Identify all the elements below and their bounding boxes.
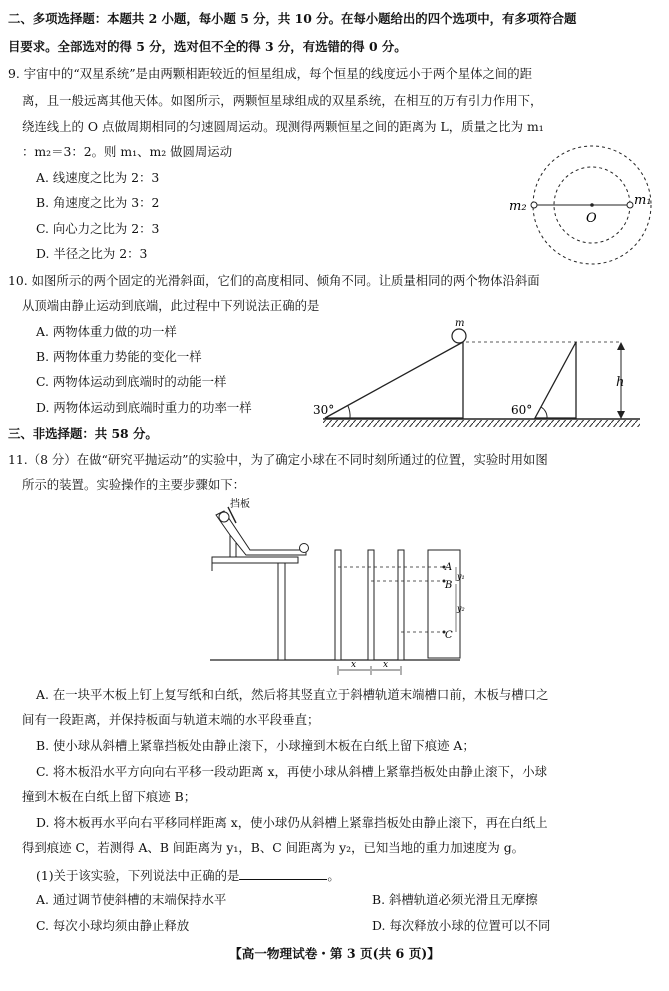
board-2 (368, 550, 374, 660)
incline-60 (535, 342, 576, 418)
board-1 (335, 550, 341, 660)
label-baffle: 挡板 (230, 499, 250, 510)
q11-stem-line1: 11.（8 分）在做“研究平抛运动”的实验中，为了确定小球在不同时刻所通过的位置，实验时用如图 (8, 452, 548, 467)
q9-stem-line3: 绕连线上的 O 点做周期相同的匀速圆周运动。现测得两颗恒星之间的距离为 L，质量之比为 m₁ (22, 119, 544, 134)
board-3 (398, 550, 404, 660)
answer-blank[interactable] (239, 868, 327, 880)
q9-binary-star-figure (500, 140, 660, 275)
q11-part1-text: (1)关于该实验，下列说法中正确的是 (36, 868, 240, 883)
label-30deg: 30° (313, 403, 335, 417)
angle-arc-30 (348, 406, 350, 418)
q11-step-b: B. 使小球从斜槽上紧靠挡板处由静止滚下，小球撞到木板在白纸上留下痕迹 A； (36, 738, 475, 753)
ground-hatch (323, 420, 640, 427)
q11-option-c: C. 每次小球均须由静止释放 (36, 918, 190, 933)
table-leg (278, 563, 285, 660)
q11-option-d: D. 每次释放小球的位置可以不同 (372, 918, 551, 933)
q10-stem-line2: 从顶端由静止运动到底端，此过程中下列说法正确的是 (22, 298, 320, 313)
point-o (590, 203, 594, 207)
section2-title-line1: 二、多项选择题：本题共 2 小题，每小题 5 分，共 10 分。在每小题给出的四个选项中，有多项符合题 (8, 11, 577, 26)
q9-option-a: A. 线速度之比为 2：3 (36, 170, 160, 185)
q11-step-a-line1: A. 在一块平木板上钉上复写纸和白纸，然后将其竖直立于斜槽轨道末端槽口前，木板与槽口之 (36, 687, 549, 702)
q11-part1-prompt (36, 868, 340, 882)
q9-stem-line2: 离，且一般远离其他天体。如图所示，两颗恒星球组成的双星系统，在相互的万有引力作用下， (22, 93, 543, 108)
q11-option-a: A. 通过调节使斜槽的末端保持水平 (36, 892, 227, 907)
label-c: C (445, 630, 453, 641)
q9-option-b: B. 角速度之比为 3：2 (36, 195, 160, 210)
label-60deg: 60° (511, 403, 533, 417)
q11-step-d-line1: D. 将木板再水平向右平移同样距离 x，使小球仍从斜槽上紧靠挡板处由静止滚下，再在白纸上 (36, 815, 548, 830)
star-m1 (627, 202, 633, 208)
q9-option-d: D. 半径之比为 2：3 (36, 246, 148, 261)
label-b: B (445, 580, 453, 591)
label-m2: m₂ (509, 199, 527, 214)
label-a: A (445, 562, 453, 573)
q11-step-a-line2: 间有一段距离，并保持板面与轨道末端的水平段垂直； (22, 712, 320, 727)
q11-part1-end: 。 (327, 868, 340, 883)
q10-incline-figure (305, 318, 650, 430)
angle-arc-60 (541, 407, 547, 418)
q10-option-b: B. 两物体重力势能的变化一样 (36, 349, 202, 364)
q11-stem-line2: 所示的装置。实验操作的主要步骤如下： (22, 477, 246, 492)
q10-stem-line1: 10. 如图所示的两个固定的光滑斜面，它们的高度相同、倾角不同。让质量相同的两个物体沿斜面 (8, 273, 540, 288)
label-o: O (586, 211, 597, 226)
label-h: h (616, 375, 625, 390)
arrow-down (617, 411, 625, 419)
label-y1: y₁ (457, 572, 465, 581)
section3-title: 三、非选择题：共 58 分。 (8, 426, 158, 441)
ball-end (300, 544, 309, 553)
section2-title-line2: 目要求。全部选对的得 5 分，选对但不全的得 3 分，有选错的得 0 分。 (8, 39, 407, 54)
q10-option-c: C. 两物体运动到底端时的动能一样 (36, 374, 227, 389)
q10-option-a: A. 两物体重力做的功一样 (36, 324, 177, 339)
q11-option-b: B. 斜槽轨道必须光滑且无摩擦 (372, 892, 538, 907)
label-y2: y₂ (457, 604, 465, 613)
q9-stem-line4: ：m₂＝3：2。则 m₁、m₂ 做圆周运动 (22, 144, 233, 159)
label-m: m (455, 318, 465, 329)
q11-step-c-line1: C. 将木板沿水平方向向右平移一段动距离 x，再使小球从斜槽上紧靠挡板处由静止滚下，小球 (36, 764, 548, 779)
q9-option-c: C. 向心力之比为 2：3 (36, 221, 160, 236)
tabletop (212, 557, 298, 563)
label-x1: x (351, 660, 357, 670)
incline-30 (325, 342, 463, 418)
page-footer: 【高一物理试卷・第 3 页(共 6 页)】 (229, 946, 440, 961)
star-m2 (531, 202, 537, 208)
q10-option-d: D. 两物体运动到底端时重力的功率一样 (36, 400, 252, 415)
q11-apparatus-figure (200, 495, 480, 680)
label-x2: x (383, 660, 389, 670)
ball-m (452, 329, 466, 343)
q11-step-d-line2: 得到痕迹 C，若测得 A、B 间距离为 y₁，B、C 间距离为 y₂，已知当地的重力加速度为 g。 (22, 840, 525, 855)
ball-top (219, 512, 229, 522)
q11-step-c-line2: 撞到木板在白纸上留下痕迹 B； (22, 789, 197, 804)
label-m1: m₁ (634, 193, 652, 208)
q9-stem-line1: 9. 宇宙中的“双星系统”是由两颗相距较近的恒星组成，每个恒星的线度远小于两个星体之间的距 (8, 66, 533, 81)
arrow-up (617, 342, 625, 350)
